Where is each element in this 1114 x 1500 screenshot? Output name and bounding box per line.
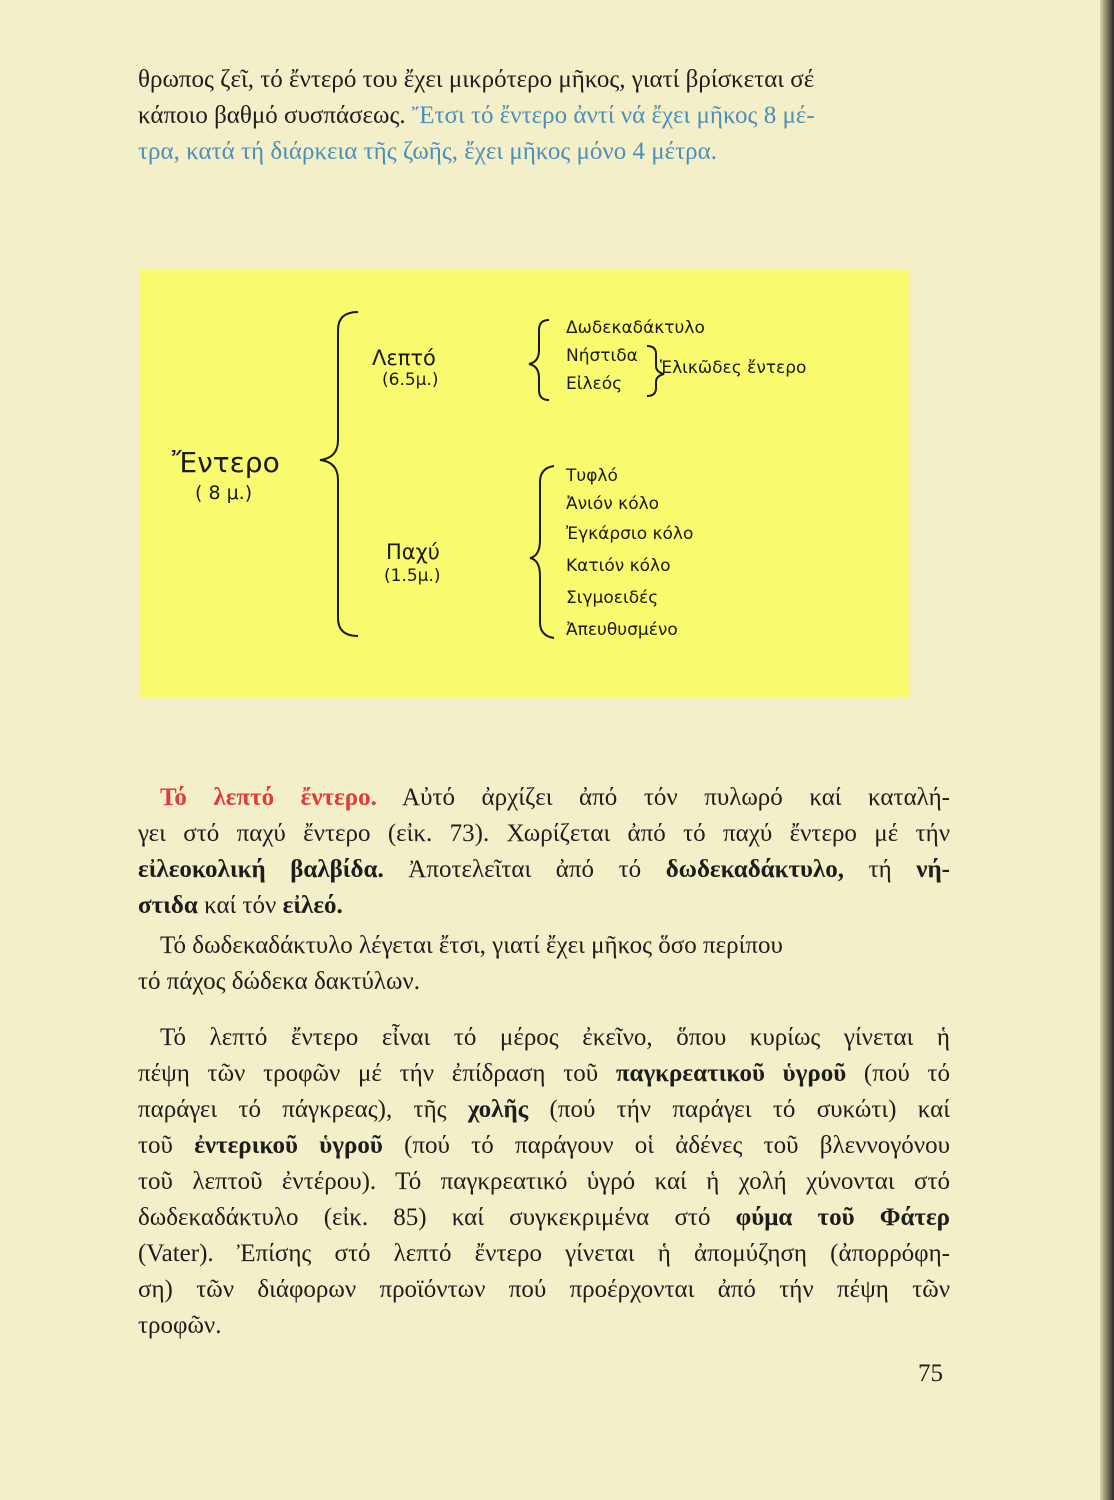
sec-line-4: [138, 888, 950, 924]
term-jejunum-end: στιδα: [138, 892, 198, 919]
sec-line-4-mid: καί τόν: [197, 892, 283, 919]
thick-item-rectum: Ἀπευθυσμένο: [566, 620, 678, 640]
diagram-thin-length: (6.5μ.): [382, 370, 439, 390]
term-intestinal-juice: ἐντερικοῦ ὑγροῦ: [194, 1132, 383, 1159]
para4-line-6: [138, 1200, 950, 1236]
sec-line-1-rest: Αὐτό ἀρχίζει ἀπό τόν πυλωρό καί καταλή-: [376, 784, 950, 811]
para4-line-4-c: (πού τό παράγουν οἱ ἀδένες τοῦ βλεννογόνου: [382, 1132, 950, 1159]
intro-line-3: τρα, κατά τή διάρκεια τῆς ζωῆς, ἔχει μῆκος μόνο 4 μέτρα.: [138, 138, 717, 165]
para4-line-3: [138, 1092, 950, 1128]
thick-item-descending: Κατιόν κόλο: [566, 556, 671, 576]
para4-line-2: [138, 1056, 950, 1092]
diagram-thick-label: Παχύ: [386, 540, 440, 564]
para4-line-3-a: παράγει τό πάγκρεας), τῆς: [138, 1096, 468, 1123]
diagram-root-length: ( 8 μ.): [195, 482, 253, 504]
thick-item-ascending: Ἀνιόν κόλο: [566, 494, 660, 514]
intro-line-2-a: κάποιο βαθμό συσπάσεως.: [138, 102, 412, 129]
digestion-paragraph: [138, 1020, 950, 1344]
thick-item-cecum: Τυφλό: [566, 466, 618, 486]
term-vater-papilla: φύμα τοῦ Φάτερ: [735, 1204, 951, 1231]
para4-line-9: τροφῶν.: [138, 1312, 222, 1339]
para4-line-6-a: δωδεκαδάκτυλο (εἰκ. 85) καί συγκεκριμένα στό: [138, 1204, 736, 1231]
para4-line-1: Τό λεπτό ἔντερο εἶναι τό μέρος ἐκεῖνο, ὅπου κυρίως γίνεται ἡ: [160, 1024, 950, 1051]
root-brace: [320, 312, 358, 636]
thin-item-duodenum: Δωδεκαδάκτυλο: [566, 318, 705, 338]
para4-line-8: ση) τῶν διάφορων προϊόντων πού προέρχονται ἀπό τήν πέψη τῶν: [138, 1276, 950, 1303]
term-ileocecal-valve: εἰλεοκολική βαλβίδα.: [138, 856, 384, 883]
sec-line-3: [138, 852, 950, 888]
sec-line-3-mid2: τή: [844, 856, 917, 883]
para4-line-4-a: τοῦ: [138, 1132, 195, 1159]
para4-line-2-c: (πού τό: [846, 1060, 951, 1087]
section-heading: Τό λεπτό ἔντερο.: [160, 784, 377, 811]
sec-line-2: γει στό παχύ ἔντερο (εἰκ. 73). Χωρίζεται ἀπό τό παχύ ἔντερο μέ τήν: [138, 820, 950, 847]
para4-line-2-a: πέψη τῶν τροφῶν μέ τήν ἐπίδραση τοῦ: [138, 1060, 616, 1087]
term-bile: χολῆς: [467, 1096, 529, 1123]
duodenum-paragraph: [138, 928, 950, 1000]
para3-line-2: τό πάχος δώδεκα δακτύλων.: [138, 968, 420, 995]
diagram-root-label: Ἔντερο: [172, 446, 280, 479]
diagram-thick-length: (1.5μ.): [384, 566, 441, 586]
para4-line-7: (Vater). Ἐπίσης στό λεπτό ἔντερο γίνεται ἡ ἀπομύζηση (ἀπορρόφη-: [138, 1240, 950, 1267]
intro-line-2-b: Ἔτσι τό ἔντερο ἀντί νά ἔχει μῆκος 8 μέ-: [411, 102, 815, 129]
small-intestine-paragraph: [138, 780, 950, 924]
thick-brace: [530, 466, 554, 638]
para4-line-3-c: (πού τήν παράγει τό συκώτι) καί: [528, 1096, 950, 1123]
intro-line-1: θρωπος ζεῖ, τό ἔντερό του ἔχει μικρότερο μῆκος, γιατί βρίσκεται σέ: [138, 66, 815, 93]
term-jejunum-start: νή-: [916, 856, 950, 883]
diagram-thin-label: Λεπτό: [372, 346, 436, 370]
para3-line-1: Τό δωδεκαδάκτυλο λέγεται ἔτσι, γιατί ἔχει μῆκος ὅσο περίπου: [160, 932, 783, 959]
term-ileum: εἰλεό.: [282, 892, 343, 919]
thin-item-ileum: Εἰλεός: [566, 374, 623, 394]
para4-line-4: [138, 1128, 950, 1164]
page-number: 75: [918, 1360, 943, 1387]
thin-item-jejunum: Νήστιδα: [566, 346, 638, 366]
term-pancreatic-juice: παγκρεατικοῦ ὑγροῦ: [615, 1060, 847, 1087]
diagram-helix-label: Ἑλικῶδες ἔντερο: [660, 358, 807, 378]
sec-line-3-mid: Ἀποτελεῖται ἀπό τό: [383, 856, 666, 883]
term-duodenum: δωδεκαδάκτυλο,: [665, 856, 845, 883]
thick-item-sigmoid: Σιγμοειδές: [566, 588, 659, 608]
thin-brace: [529, 320, 549, 400]
thick-item-transverse: Ἐγκάρσιο κόλο: [566, 524, 694, 544]
sec-line-1: [138, 780, 950, 816]
para4-line-5: τοῦ λεπτοῦ ἐντέρου). Τό παγκρεατικό ὑγρό καί ἡ χολή χύνονται στό: [138, 1168, 950, 1195]
